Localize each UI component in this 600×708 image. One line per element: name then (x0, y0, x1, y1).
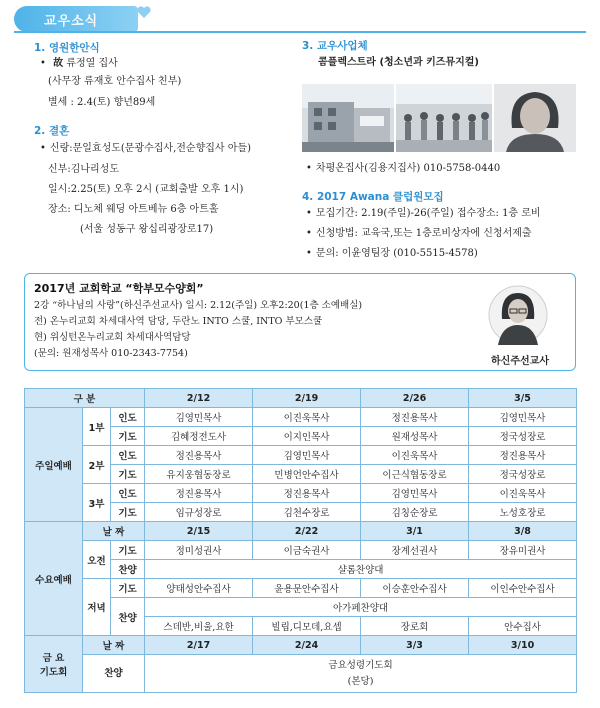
table-header-date: 2/12 (145, 389, 253, 408)
role-label: 기도 (111, 541, 145, 560)
wedding-bride: 신부:김나리성도 (48, 164, 119, 175)
wedding-place: 장소: 디노체 웨딩 아트베뉴 6층 아트홀 (48, 204, 219, 215)
table-header-date: 3/5 (469, 389, 577, 408)
table-cell: 샬롬찬양대 (145, 560, 577, 579)
table-cell: 장계선권사 (361, 541, 469, 560)
funeral-name: 류정열 집사 (66, 58, 118, 69)
table-cell (145, 655, 577, 693)
funeral-prefix: 故 (53, 58, 64, 69)
school-notice-title: 2017년 교회학교 “학부모수양회” (34, 282, 204, 295)
business-photo-portrait (494, 84, 576, 152)
table-cell: 유지웅협동장로 (145, 465, 253, 484)
table-cell: 이진욱목사 (253, 408, 361, 427)
role-label: 찬양 (111, 560, 145, 579)
table-cell: 김영민목사 (145, 408, 253, 427)
table-header-date: 3/10 (469, 636, 577, 655)
friday-label-line-1: 금 요 (42, 653, 65, 664)
table-cell: 빌립,디모데,요셉 (253, 617, 361, 636)
table-row (25, 636, 577, 655)
table-cell: 이근식협동장로 (361, 465, 469, 484)
table-row (25, 541, 577, 560)
funeral-title: 1. 영원한안식 (34, 42, 100, 54)
table-cell: 원재성목사 (361, 427, 469, 446)
wedding-time: 일시:2.25(토) 오후 2시 (교회출발 오후 1시) (48, 184, 244, 195)
table-cell: 임규성장로 (145, 503, 253, 522)
table-cell: 장로회 (361, 617, 469, 636)
table-cell: 노성호장로 (469, 503, 577, 522)
friday-label-line-2: 기도회 (39, 667, 68, 678)
table-cell: 정진용목사 (145, 484, 253, 503)
date-label: 날 짜 (83, 522, 145, 541)
speaker-caption: 하신주선교사 (491, 356, 549, 367)
speaker-portrait (488, 285, 548, 347)
table-cell: 이진욱목사 (361, 446, 469, 465)
table-header-label: 구 분 (25, 389, 145, 408)
table-cell: 장유미권사 (469, 541, 577, 560)
part-label: 저녁 (83, 579, 111, 636)
table-header-date: 3/8 (469, 522, 577, 541)
section-header-tab (14, 6, 138, 32)
school-notice-line-3: 현) 위싱턴온누리교회 차세대사역담당 (34, 332, 191, 343)
school-notice-line-1: 2강 “하나님의 사랑”(하신주선교사) 일시: 2.12(주일) 오후2:20(1층 소예배실) (34, 300, 363, 311)
wedding-groom: • 신랑:문일효성도(문광수집사,전순향집사 아들) (40, 140, 251, 158)
table-cell: 이금숙권사 (253, 541, 361, 560)
business-name: 콤플렉스트라 (청소년과 키즈뮤지컬) (318, 57, 480, 68)
wedding-title: 2. 결혼 (34, 125, 70, 137)
funeral-line-2: (사무장 류재호 안수집사 친부) (48, 76, 182, 87)
table-cell: 정국성장로 (469, 427, 577, 446)
date-label: 날 짜 (83, 636, 145, 655)
table-cell: 이진욱목사 (469, 484, 577, 503)
table-cell: 윤용문안수집사 (253, 579, 361, 598)
role-label: 찬양 (83, 655, 145, 693)
table-header-date: 2/15 (145, 522, 253, 541)
table-header-date: 2/24 (253, 636, 361, 655)
school-notice-line-4: (문의: 원재성목사 010-2343-7754) (34, 348, 188, 359)
table-header-date: 3/1 (361, 522, 469, 541)
table-row (25, 408, 577, 427)
school-notice-line-2: 전) 온누리교회 차세대사역 담당, 두란노 INTO 스쿨, INTO 부모스쿨 (34, 316, 323, 327)
funeral-line-1 (40, 55, 118, 73)
part-label: 2부 (83, 446, 111, 484)
business-photo-class (396, 84, 492, 152)
table-cell: 정국성장로 (469, 465, 577, 484)
table-cell: 김영민목사 (469, 408, 577, 427)
table-row (25, 655, 577, 693)
table-cell: 김영민목사 (361, 484, 469, 503)
table-header-date: 3/3 (361, 636, 469, 655)
friday-praise-line-1: 금요성령기도회 (328, 659, 393, 671)
awana-title: 4. 2017 Awana 클럽원모집 (302, 191, 444, 203)
table-cell: 김천수장로 (253, 503, 361, 522)
table-header-date: 2/17 (145, 636, 253, 655)
role-label: 인도 (111, 408, 145, 427)
table-header-date: 2/19 (253, 389, 361, 408)
role-label: 인도 (111, 484, 145, 503)
section-header-title: 교우소식 (44, 13, 99, 29)
table-header-date: 2/22 (253, 522, 361, 541)
table-cell: 김혜정전도사 (145, 427, 253, 446)
table-cell: 스데반,비울,요한 (145, 617, 253, 636)
table-cell: 양태성안수집사 (145, 579, 253, 598)
worship-schedule-table (24, 388, 577, 693)
business-photo-building (302, 84, 394, 152)
table-cell: 정진용목사 (469, 446, 577, 465)
part-label: 오전 (83, 541, 111, 579)
table-cell: 민병언안수집사 (253, 465, 361, 484)
table-cell: 안수집사 (469, 617, 577, 636)
role-label: 기도 (111, 427, 145, 446)
table-row (25, 446, 577, 465)
awana-period: • 모집기간: 2.19(주일)-26(주일) 접수장소: 1층 로비 (306, 205, 541, 223)
role-label: 찬양 (111, 598, 145, 636)
table-row (25, 522, 577, 541)
part-label: 1부 (83, 408, 111, 446)
role-label: 기도 (111, 465, 145, 484)
friday-service-label (25, 636, 83, 693)
table-cell: 김칭순장로 (361, 503, 469, 522)
role-label: 인도 (111, 446, 145, 465)
table-cell: 정진용목사 (361, 408, 469, 427)
table-cell: 아가페찬양대 (145, 598, 577, 617)
role-label: 기도 (111, 503, 145, 522)
table-cell: 정진용목사 (145, 446, 253, 465)
sunday-service-label: 주일예배 (25, 408, 83, 522)
table-cell: 정진용목사 (253, 484, 361, 503)
business-title: 3. 교우사업체 (302, 40, 368, 52)
part-label: 3부 (83, 484, 111, 522)
role-label: 기도 (111, 579, 145, 598)
table-row (25, 389, 577, 408)
table-cell: 이지인목사 (253, 427, 361, 446)
table-header-date: 2/26 (361, 389, 469, 408)
header-divider (14, 31, 586, 33)
funeral-line-3: 별세 : 2.4(토) 향년89세 (48, 97, 156, 108)
table-cell: 정미성권사 (145, 541, 253, 560)
awana-inquiry: • 문의: 이윤영팀장 (010-5515-4578) (306, 245, 478, 263)
wednesday-service-label: 수요예배 (25, 522, 83, 636)
friday-praise-line-2: (본당) (347, 675, 374, 687)
table-row (25, 484, 577, 503)
awana-method: • 신청방법: 교육국,또는 1층로비상자에 신청서제출 (306, 225, 532, 243)
table-cell: 이승훈안수집사 (361, 579, 469, 598)
heart-icon (136, 4, 152, 20)
table-cell: 김영민목사 (253, 446, 361, 465)
table-cell: 이인수안수집사 (469, 579, 577, 598)
table-row (25, 579, 577, 598)
business-contact: • 차평온집사(김용지집사) 010-5758-0440 (306, 160, 500, 178)
wedding-address: (서울 성동구 왕십리광장로17) (80, 224, 214, 235)
